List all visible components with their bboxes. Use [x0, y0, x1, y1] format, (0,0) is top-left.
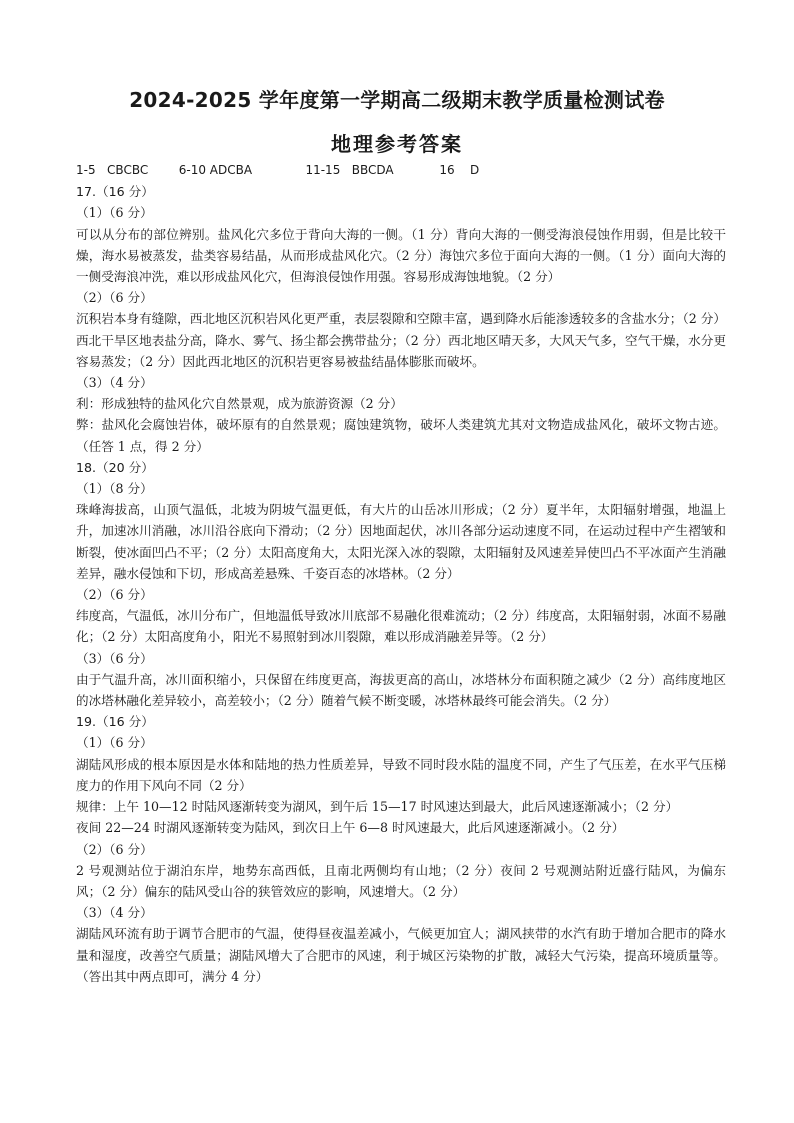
q19-part2-heading: （2）（6 分） — [76, 841, 153, 857]
answer-key-subtitle: 地理参考答案 — [331, 132, 463, 156]
q17-part2-heading: （2）（6 分） — [76, 290, 153, 306]
q18-part2-heading: （2）（6 分） — [76, 587, 153, 603]
q18-part2-answer: 纬度高，气温低，冰川分布广，但地温低导致冰川底部不易融化很难流动；（2 分）纬度高，太阳辐射弱，冰面不易融化；（2 分）太阳高度角小，阳光不易照射到冰川裂隙，难以形成消融差异等。（2 分） — [76, 608, 726, 645]
answer-body — [76, 160, 726, 987]
q19-part3-answer: 湖陆风环流有助于调节合肥市的气温，使得昼夜温差减小，气候更加宜人；湖风挟带的水汽有助于增加合肥市的降水量和湿度，改善空气质量；湖陆风增大了合肥市的风速，利于城区污染物的扩散，减轻大气污染，提高环境质量等。（答出其中两点即可，满分 4 分） — [76, 926, 726, 984]
question-18-heading: 18.（20 分） — [76, 459, 154, 475]
q18-part1-answer: 珠峰海拔高，山顶气温低，北坡为阴坡气温更低，有大片的山岳冰川形成；（2 分）夏半年，太阳辐射增强，地温上升，加速冰川消融，冰川沿谷底向下滑动；（2 分）因地面起伏，冰川各部分运动速度不同，在运动过程中产生褶皱和断裂，使冰面凹凸不平；（2 分）太阳高度角大，太阳光深入冰的裂隙，太阳辐射及风速差异使凹凸不平冰面产生消融差异，融水侵蚀和下切，形成高差悬殊、千姿百态的冰塔林。（2 分） — [76, 502, 726, 581]
q19-part1-answer: 湖陆风形成的根本原因是水体和陆地的热力性质差异，导致不同时段水陆的温度不同，产生了气压差，在水平气压梯度力的作用下风向不同（2 分） — [76, 756, 726, 793]
q19-part1-night: 夜间 22—24 时湖风逐渐转变为陆风，到次日上午 6—8 时风速最大，此后风速逐渐减小。（2 分） — [76, 820, 625, 836]
question-17-heading: 17.（16 分） — [76, 184, 154, 200]
q19-part3-heading: （3）（4 分） — [76, 905, 153, 921]
q18-part3-heading: （3）（6 分） — [76, 650, 153, 666]
q18-part3-answer: 由于气温升高，冰川面积缩小，只保留在纬度更高，海拔更高的高山，冰塔林分布面积随之减少（2 分）高纬度地区的冰塔林融化差异较小，高差较小；（2 分）随着气候不断变暖，冰塔林最终可能会消失。（2 分） — [76, 671, 726, 709]
question-19-heading: 19.（16 分） — [76, 714, 154, 730]
q17-part1-answer: 可以从分布的部位辨别。盐风化穴多位于背向大海的一侧。（1 分）背向大海的一侧受海浪侵蚀作用弱，但是比较干燥，海水易被蒸发，盐类容易结晶，从而形成盐风化穴。（2 分）海蚀穴多位于面向大海的一侧。（1 分）面向大海的一侧受海浪冲洗，难以形成盐风化穴，但海浪侵蚀作用强。容易形成海蚀地貌。（2 分） — [76, 226, 726, 285]
q19-part1-pattern: 规律：上午 10—12 时陆风逐渐转变为湖风，到午后 15—17 时风速达到最大，此后风速逐渐减小；（2 分） — [76, 799, 679, 815]
q17-part3-heading: （3）（4 分） — [76, 375, 153, 391]
q17-part3-disadvantage: 弊：盐风化会腐蚀岩体，破坏原有的自然景观；腐蚀建筑物，破坏人类建筑尤其对文物造成盐风化，破坏文物古迹。（任答 1 点，得 2 分） — [76, 417, 726, 454]
q17-part1-heading: （1）（6 分） — [76, 205, 153, 221]
q17-part3-advantage: 利：形成独特的盐风化穴自然景观，成为旅游资源（2 分） — [76, 396, 403, 412]
exam-title: 2024-2025 学年度第一学期高二级期末教学质量检测试卷 — [129, 88, 665, 112]
q19-part2-answer: 2 号观测站位于湖泊东岸，地势东高西低，且南北两侧均有山地；（2 分）夜间 2 号观测站附近盛行陆风，为偏东风；（2 分）偏东的陆风受山谷的狭管效应的影响，风速增大。（2 分） — [76, 862, 726, 899]
multiple-choice-answers: 1-5 CBCBC 6-10 ADCBA 11-15 BBCDA 16 D — [76, 163, 480, 177]
q18-part1-heading: （1）（8 分） — [76, 481, 153, 497]
q19-part1-heading: （1）（6 分） — [76, 735, 153, 751]
q17-part2-answer: 沉积岩本身有缝隙，西北地区沉积岩风化更严重，表层裂隙和空隙丰富，遇到降水后能渗透较多的含盐水分；（2 分）西北干旱区地表盐分高，降水、雾气、扬尘都会携带盐分；（2 分）西北地区晴天多，大风天气多，空气干燥，水分更容易蒸发；（2 分）因此西北地区的沉积岩更容易被盐结晶体膨胀而破坏。 — [76, 311, 726, 369]
